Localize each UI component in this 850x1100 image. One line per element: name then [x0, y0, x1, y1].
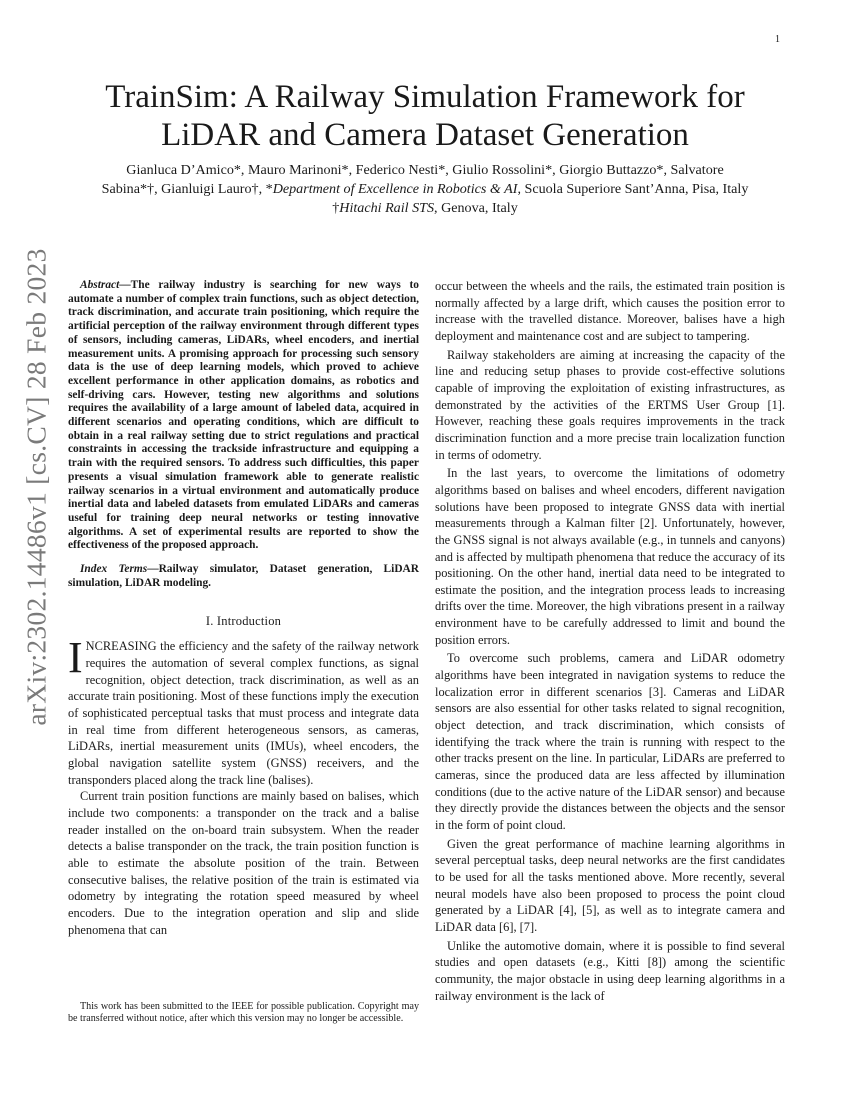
affiliation-company: Hitachi Rail STS [339, 200, 435, 216]
abstract-label: Abstract [80, 279, 120, 291]
arxiv-identifier-stamp [20, 248, 54, 726]
author-list [70, 161, 780, 218]
index-terms-text: —Railway simulator, Dataset generation, LiDAR simulation, LiDAR modeling. [68, 563, 419, 589]
abstract-text: —The railway industry is searching for new ways to automate a number of complex train functions, such as object detection, track discrimination, and accurate train positioning, which require the artificial perception of the railway environment through different types of sensors, including cameras, LiDARs, wheel encoders, and inertial measurement units. A promising approach for processing such sensory data is the use of deep learning models, which proved to achieve excellent performance in other application domains, as robotics and self-driving cars. However, testing new algorithms and solutions requires the availability of a large amount of labeled data, acquired in different scenarios and operating conditions, which are difficult to obtain in a real railway setting due to strict regulations and practical constraints in accessing the trackside infrastructure and equipping a train with the required sensors. To address such difficulties, this paper presents a visual simulation framework able to generate realistic railway scenarios in a virtual environment and automatically produce inertial data and labeled datasets from emulated LiDARs and cameras useful for training deep neural networks or testing innovative algorithms. A set of experimental results are reported to show the effectiveness of the proposed approach. [68, 279, 419, 552]
paragraph-continued: occur between the wheels and the rails, the estimated train position is normally affected by a large drift, which causes the position error to increase with the travelled distance. Moreover, balises have a high deployment and maintenance cost and are subject to tampering. [435, 279, 785, 343]
paragraph-lidar-odometry: To overcome such problems, camera and LiDAR odometry algorithms have been integrated in navigation systems to reduce the localization error in different scenarios [3]. Cameras and LiDAR sensors are also essential for other tasks related to signal recognition, object detection, and track discrimination, which consists of identifying the track where the train is running with respect to the other tracks present on the line. In particular, LiDARs are preferred to cameras, since the produced data are less affected by illumination conditions (due to the active nature of the LiDAR sensor) and because they directly provide the distances between the objects and the sensor in the form of point cloud. [435, 651, 785, 832]
paragraph-automotive: Unlike the automotive domain, where it is possible to find several studies and open datasets (e.g., Kitti [8]) among the scientific community, the major obstacle in using deep learning algorithms in a railway environment is the lack of [435, 938, 785, 1003]
paper-title-line-2: LiDAR and Camera Dataset Generation [161, 117, 689, 153]
abstract [68, 279, 419, 553]
paragraph-gnss: In the last years, to overcome the limitations of odometry algorithms based on balises and wheel encoders, different navigation solutions have been proposed to integrate GNSS data with inertial measurements through a Kalman filter [2]. Unfortunately, however, the GNSS signal is not always available (e.g., in tunnels and canyons) and is affected by multipath phenomena that reduce the accuracy of its positioning. On the other hand, inertial data need to be integrated to estimate the position, and the integration process leads to increasing drifts over the time. Moreover, the high vibrations present in a railway environment have to be carefully addressed to limit and bound the position errors. [435, 466, 785, 647]
author-line-1: Gianluca D’Amico*, Mauro Marinoni*, Federico Nesti*, Giulio Rossolini*, Giorgio Buttazzo*, Salvatore [126, 162, 724, 178]
author-line-3 [70, 199, 780, 218]
intro-paragraph-1 [68, 633, 419, 788]
paper-title-line-1: TrainSim: A Railway Simulation Framework for [105, 79, 745, 115]
right-column [435, 278, 785, 1004]
page-number: 1 [775, 34, 780, 45]
footnote: This work has been submitted to the IEEE for possible publication. Copyright may be transferred without notice, after which this version may no longer be accessible. [68, 1001, 419, 1025]
left-column [68, 279, 419, 938]
paragraph-stakeholders: Railway stakeholders are aiming at increasing the capacity of the line and reducing setup phases to provide cost-effective solutions capable of improving the exploitation of existing infrastructures, as demonstrated by the activities of the ERTMS User Group [1]. However, reaching these goals requires improvements in the track discrimination function and a more precise train localization function in terms of odometry. [435, 347, 785, 462]
intro-paragraph-1-text: NCREASING the efficiency and the safety of the railway network requires the automation of several complex functions, as signal recognition, object detection, track discrimination, as well as an accurate train positioning. Most of these functions imply the execution of sophisticated perceptual tasks that must process and integrate data in real time from different heterogeneous sensors, as cameras, LiDARs, inertial measurement units (IMUs), wheel encoders, the global navigation satellite system (GNSS) receivers, and the transponders placed along the track line (balises). [68, 639, 419, 787]
paragraph-deep-learning: Given the great performance of machine learning algorithms in several perceptual tasks, deep neural networks are the first candidates to be used for all the tasks mentioned above. More recently, several neural models have also been proposed to process the point cloud generated by a LiDAR [4], [5], as well as to integrate camera and LiDAR data [6], [7]. [435, 836, 785, 934]
intro-paragraph-2: Current train position functions are mainly based on balises, which include two components: a transponder on the track and a balise reader installed on the on-board train subsystem. When the reader detects a balise transponder on the track, the train position function is able to estimate the absolute position of the train. Between consecutive balises, the relative position of the train is estimated via odometry by integrating the rotation speed measured by wheel encoders. Due to the integration operation and slip and slide phenomena that can [68, 789, 419, 937]
paper-title [70, 78, 780, 154]
affiliation-department: Department of Excellence in Robotics & AI [272, 181, 518, 197]
drop-cap-letter: I [68, 633, 83, 683]
affiliation-mark: † [332, 200, 340, 216]
author-line-2 [70, 180, 780, 199]
author-names-continued: Sabina*†, Gianluigi Lauro†, * [101, 181, 273, 197]
arxiv-identifier-text: arXiv:2302.14486v1 [cs.CV] 28 Feb 2023 [21, 248, 52, 726]
index-terms [68, 563, 419, 590]
index-terms-label: Index Terms [80, 563, 148, 576]
affiliation-location: , Genova, Italy [434, 200, 518, 216]
affiliation-institution: , Scuola Superiore Sant’Anna, Pisa, Italy [517, 181, 749, 197]
section-heading-introduction: I. Introduction [205, 614, 282, 629]
